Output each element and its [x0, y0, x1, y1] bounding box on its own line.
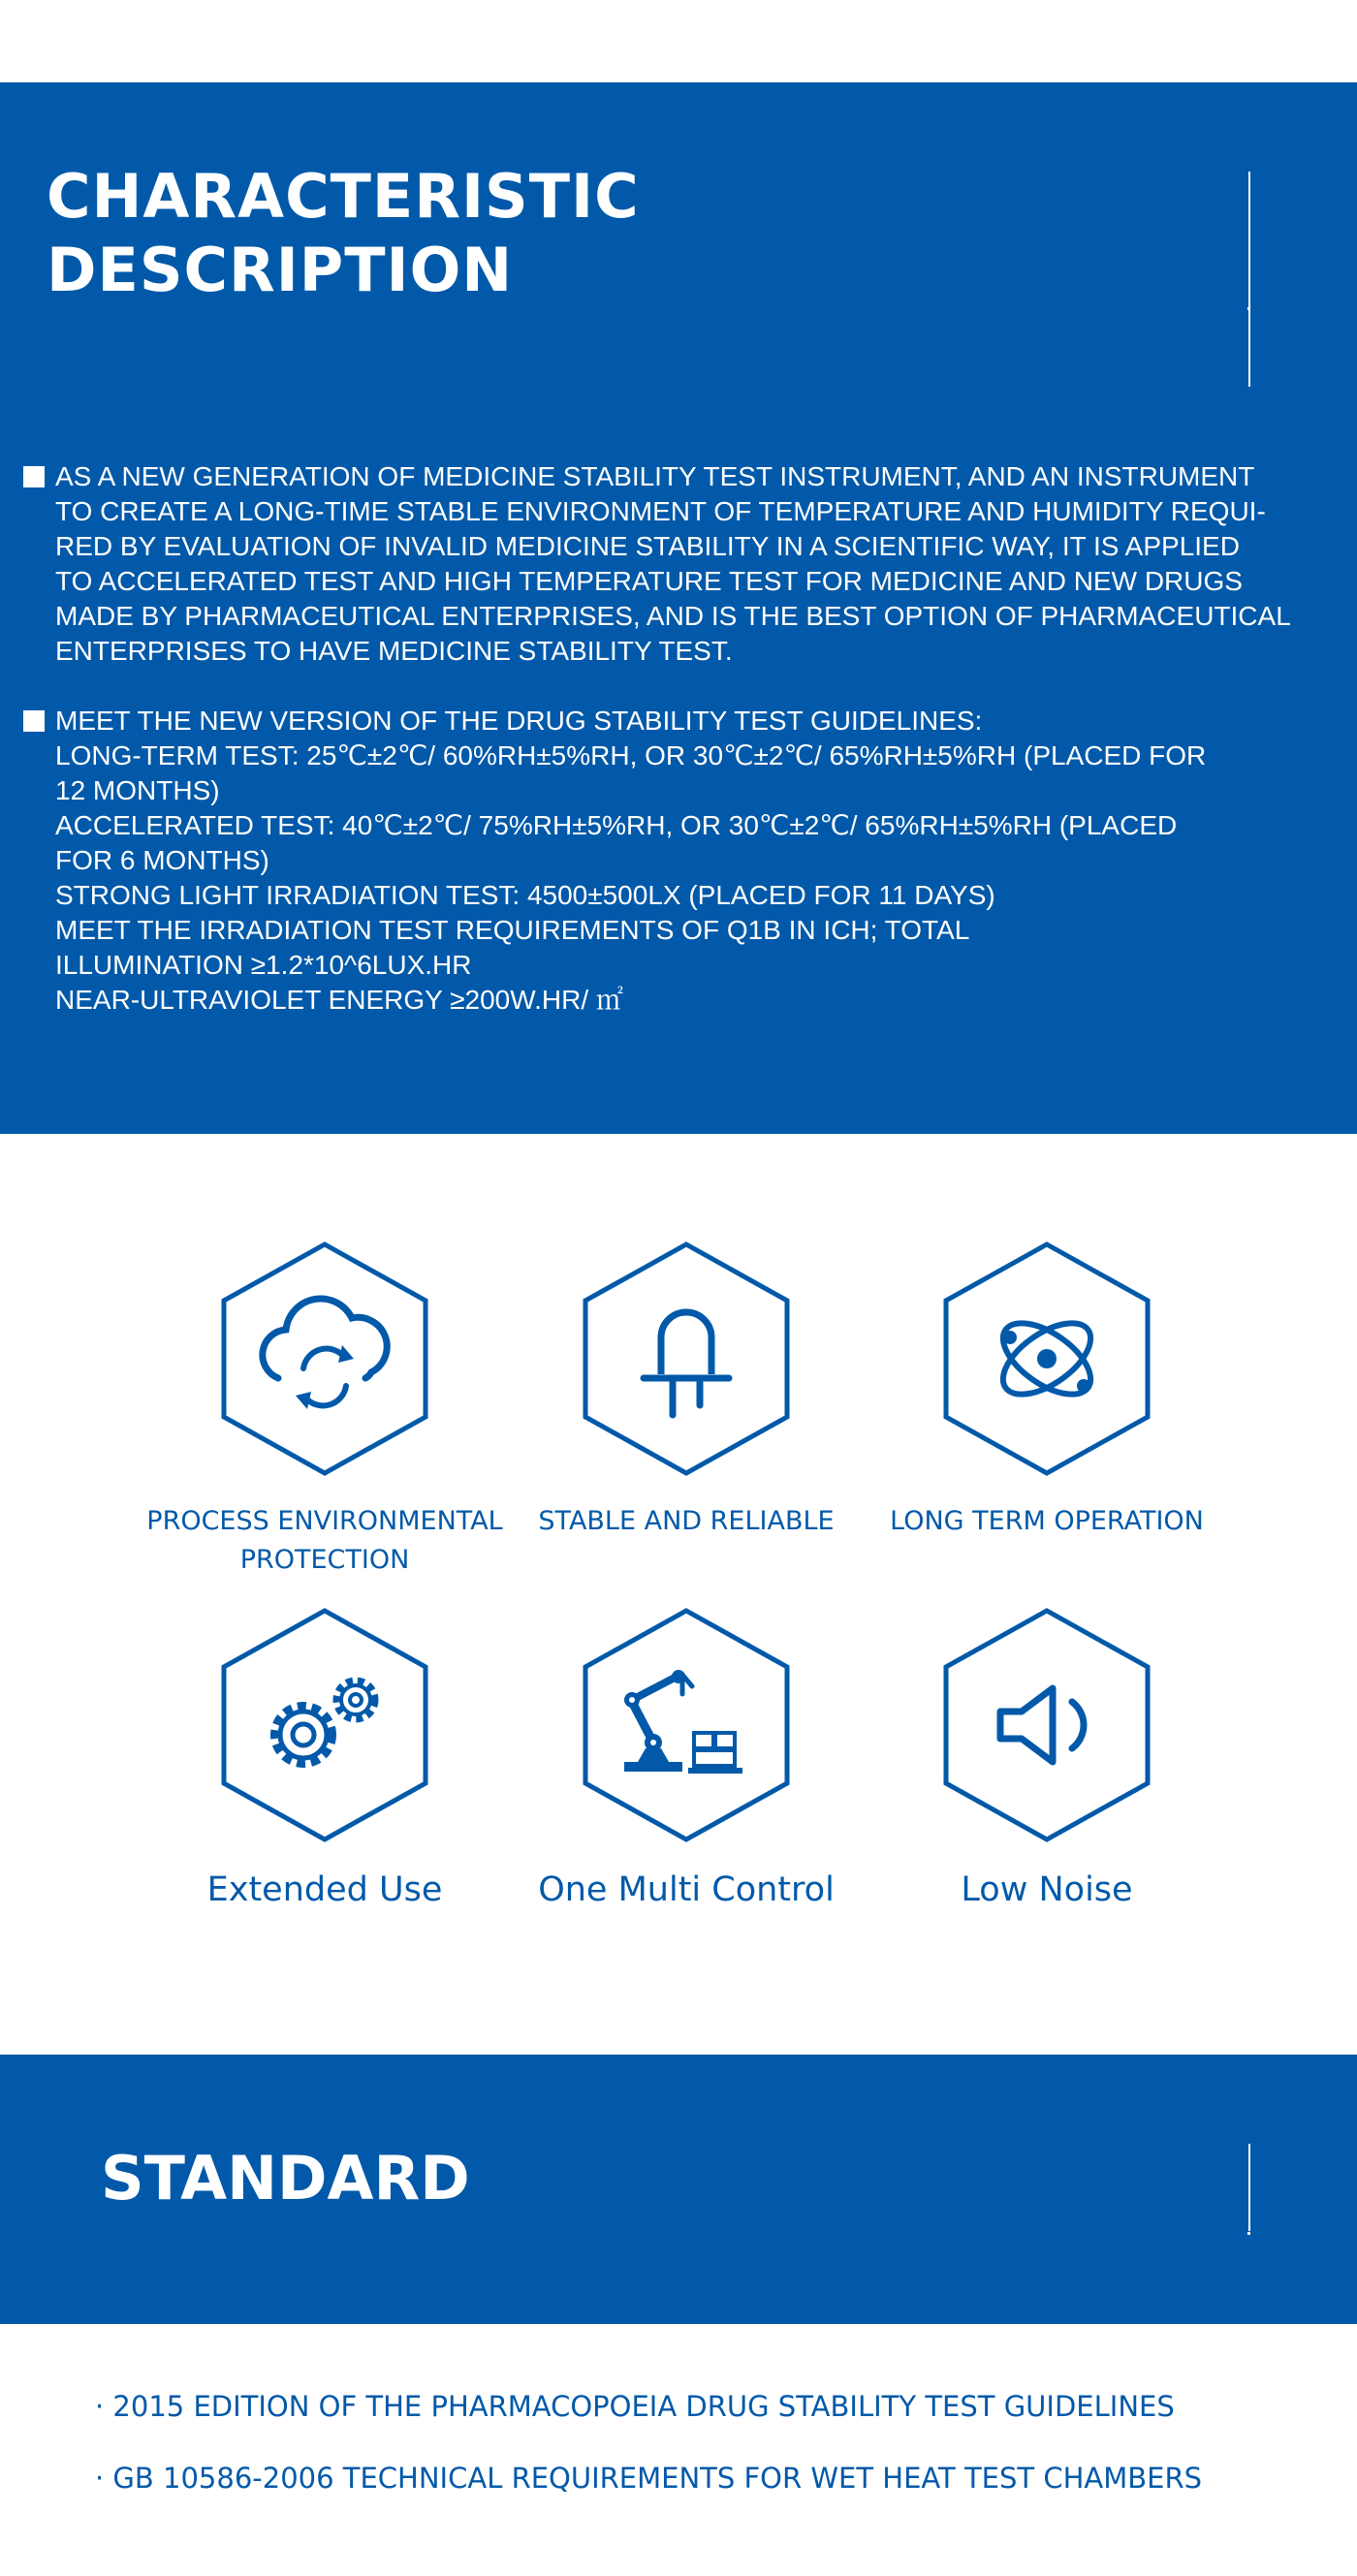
speaker-icon [940, 1607, 1153, 1843]
feature-label: Extended Use [206, 1870, 443, 1909]
decorative-divider-dot [1247, 2232, 1250, 2235]
atom-icon [940, 1241, 1153, 1477]
paragraph-text: AS A NEW GENERATION OF MEDICINE STABILITY TEST INSTRUMENT, AND AN INSTRUMENT TO CREATE A LONG-TIME STABLE ENVIRONMENT OF TEMPERATURE AND HUMIDITY REQUI- RED BY EVALUATION OF INVALID MEDICINE STABILITY IN A SCIENTIFIC WAY, IT IS APPLIED TO ACCELERATED TEST AND HIGH TEMPERATURE TEST FOR MEDICINE AND NEW DRUGS MADE BY PHARMACEUTICAL ENTERPRISES, AND IS THE BEST OPTION OF PHARMACEUTICAL ENTERPRISES TO HAVE MEDICINE STABILITY TEST. [55, 461, 1291, 666]
robot-arm-icon [580, 1607, 793, 1843]
guidelines-paragraph [23, 704, 1341, 1018]
decorative-divider [1248, 172, 1250, 387]
feature-label: LONG TERM OPERATION [890, 1506, 1204, 1536]
standard-title: STANDARD [101, 2143, 470, 2214]
decorative-divider-dot [1247, 307, 1250, 310]
gears-icon [218, 1607, 431, 1843]
feature-label: PROCESS ENVIRONMENTAL PROTECTION [146, 1506, 503, 1575]
cloud-refresh-icon [218, 1241, 431, 1477]
standard-item: · GB 10586-2006 TECHNICAL REQUIREMENTS FOR WET HEAT TEST CHAMBERS [95, 2462, 1203, 2495]
feature-label: Low Noise [961, 1870, 1133, 1909]
characteristic-section [0, 82, 1357, 1134]
standard-item: · 2015 EDITION OF THE PHARMACOPOEIA DRUG STABILITY TEST GUIDELINES [95, 2390, 1175, 2423]
led-bulb-icon [580, 1241, 793, 1477]
square-bullet-icon [23, 466, 45, 487]
characteristic-title: CHARACTERISTIC DESCRIPTION [47, 161, 640, 305]
paragraph-text: MEET THE NEW VERSION OF THE DRUG STABILITY TEST GUIDELINES: LONG-TERM TEST: 25℃±2℃/ 60%RH±5%RH, OR 30℃±2℃/ 65%RH±5%RH (PLACED FOR 12 MONTHS) ACCELERATED TEST: 40℃±2℃/ 75%RH±5%RH, OR 30℃±2℃/ 65%RH±5%RH (PLACED FOR 6 MONTHS) STRONG LIGHT IRRADIATION TEST: 4500±500LX (PLACED FOR 11 DAYS) MEET THE IRRADIATION TEST REQUIREMENTS OF Q1B IN ICH; TOTAL ILLUMINATION ≥1.2*10^6LUX.HR NEAR-ULTRAVIOLET ENERGY ≥200W.HR/ ㎡ [55, 706, 1207, 1015]
square-bullet-icon [23, 710, 45, 732]
feature-label: STABLE AND RELIABLE [538, 1506, 835, 1536]
feature-label: One Multi Control [538, 1870, 835, 1909]
features-grid [0, 1134, 1357, 2055]
description-paragraph [23, 459, 1341, 669]
standard-section [0, 2055, 1357, 2324]
decorative-divider [1248, 2144, 1250, 2231]
